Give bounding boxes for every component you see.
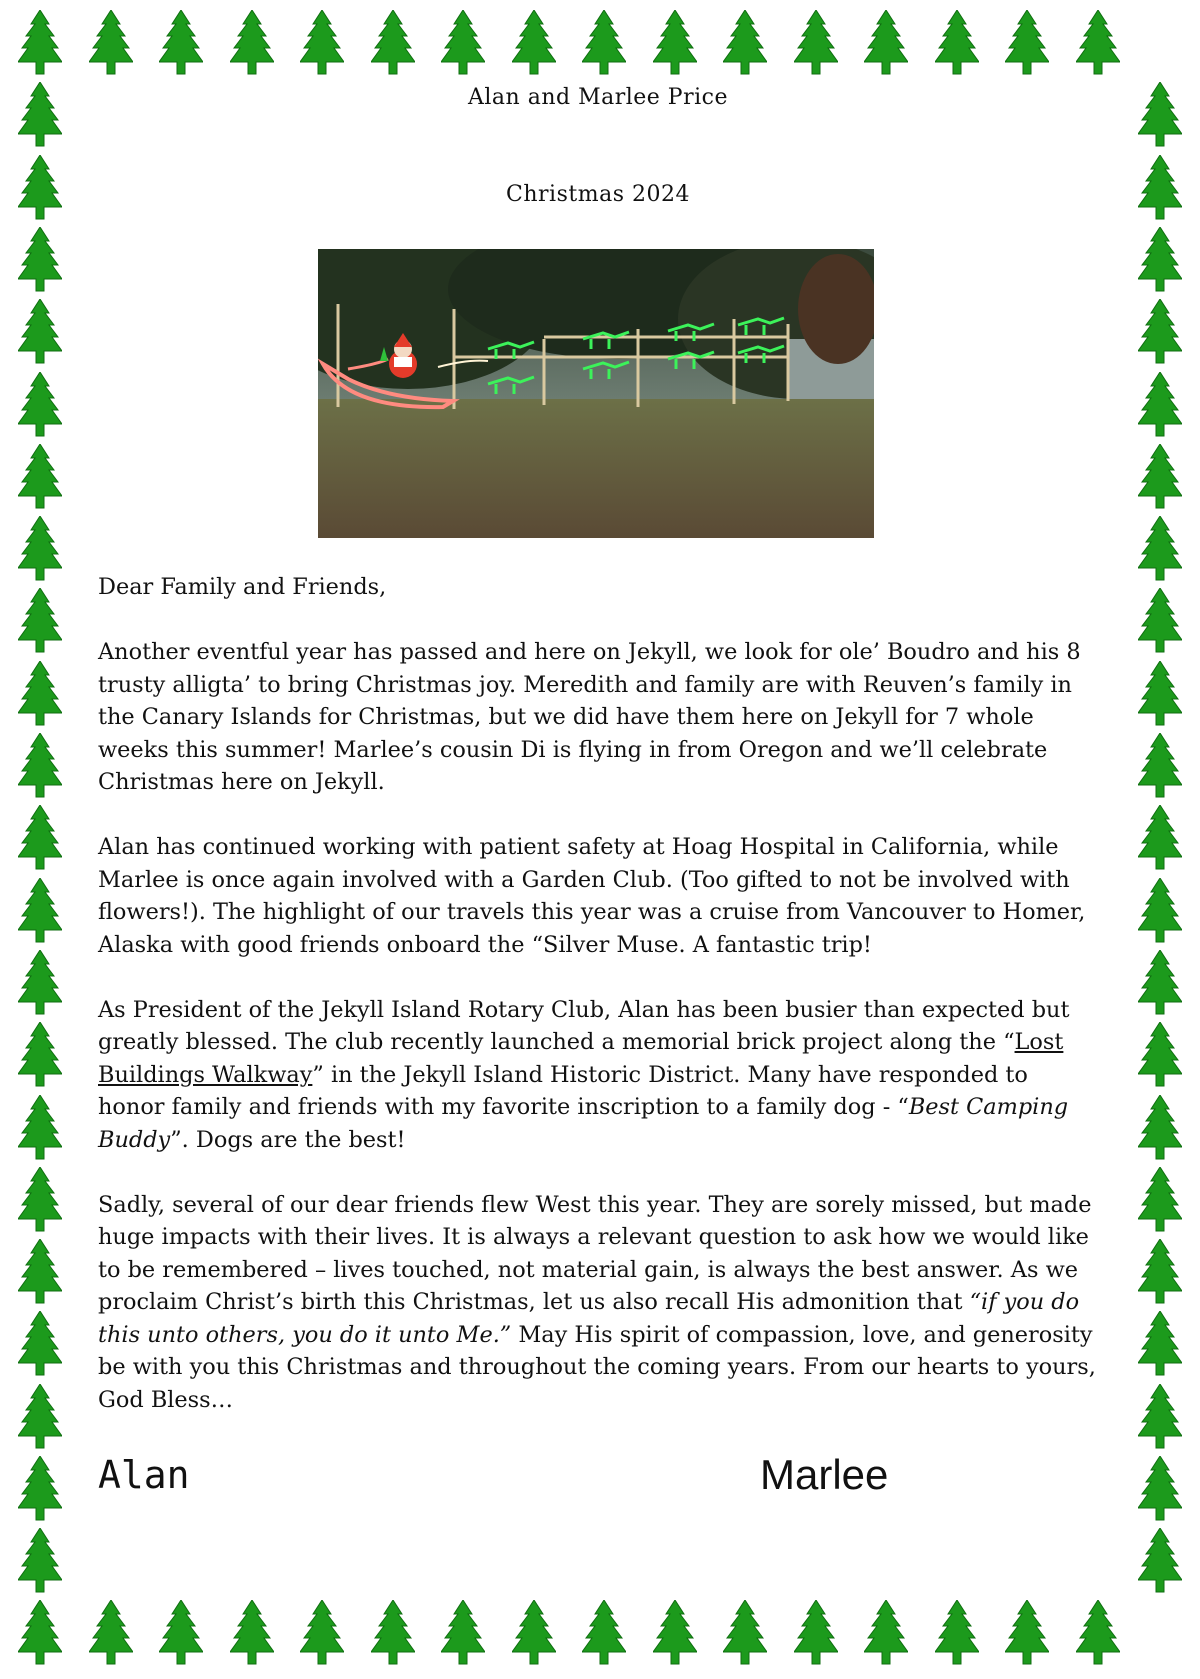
christmas-tree-icon <box>159 1600 203 1668</box>
christmas-tree-icon <box>1138 1311 1182 1379</box>
paragraph-1: Another eventful year has passed and here on Jekyll, we look for ole’ Boudro and his 8 trusty alligta’ to bring Christmas joy. Meredith and family are with Reuven’s family in the Canary Islands for Christmas, but we did have them here on Jekyll for 7 whole weeks this summer! Marlee’s cousin Di is flying in from Oregon and we’ll celebrate Christmas here on Jekyll. <box>98 639 1081 795</box>
christmas-tree-icon <box>1138 1239 1182 1307</box>
christmas-tree-icon <box>723 1600 767 1668</box>
inscription-quote: Best Camping Buddy <box>98 1094 1069 1153</box>
christmas-tree-icon <box>864 1600 908 1668</box>
christmas-tree-icon <box>371 1600 415 1668</box>
letter-title: Christmas 2024 <box>506 182 690 207</box>
christmas-tree-icon <box>18 1456 62 1524</box>
christmas-tree-icon <box>1138 733 1182 801</box>
christmas-tree-icon <box>1138 444 1182 512</box>
christmas-tree-icon <box>18 299 62 367</box>
christmas-tree-icon <box>1138 1456 1182 1524</box>
christmas-tree-icon <box>18 10 62 78</box>
signature-alan: Alan <box>98 1453 190 1497</box>
christmas-tree-icon <box>512 1600 556 1668</box>
christmas-tree-icon <box>1138 1167 1182 1235</box>
christmas-tree-icon <box>18 950 62 1018</box>
christmas-tree-icon <box>1138 82 1182 150</box>
letter-body <box>98 571 1098 1449</box>
christmas-tree-icon <box>18 1095 62 1163</box>
christmas-tree-icon <box>864 10 908 78</box>
christmas-tree-icon <box>18 733 62 801</box>
christmas-tree-icon <box>18 1239 62 1307</box>
christmas-tree-icon <box>18 372 62 440</box>
christmas-tree-icon <box>1138 1095 1182 1163</box>
christmas-tree-icon <box>1138 1022 1182 1090</box>
christmas-tree-icon <box>230 1600 274 1668</box>
christmas-tree-icon <box>18 155 62 223</box>
paragraph-3-part-a: As President of the Jekyll Island Rotary Club, Alan has been busier than expected but greatly blessed. The club recently launched a memorial brick project along the “ <box>98 996 1070 1055</box>
christmas-tree-icon <box>18 1311 62 1379</box>
christmas-tree-icon <box>794 10 838 78</box>
christmas-tree-icon <box>300 1600 344 1668</box>
holiday-lights-photo <box>318 249 874 538</box>
christmas-tree-icon <box>512 10 556 78</box>
christmas-tree-icon <box>230 10 274 78</box>
christmas-tree-icon <box>1076 1600 1120 1668</box>
christmas-tree-icon <box>723 10 767 78</box>
christmas-tree-icon <box>1138 878 1182 946</box>
christmas-tree-icon <box>653 1600 697 1668</box>
greeting: Dear Family and Friends, <box>98 574 387 600</box>
christmas-tree-icon <box>1138 1528 1182 1596</box>
christmas-tree-icon <box>935 1600 979 1668</box>
walkway-name: Lost Buildings Walkway <box>98 1029 1064 1088</box>
paragraph-4-part-b: May His spirit of compassion, love, and generosity be with you this Christmas and throughout the coming years. From our hearts to yours, God Bless… <box>98 1321 1096 1413</box>
paragraph-4 <box>98 1189 1098 1417</box>
christmas-tree-icon <box>1138 155 1182 223</box>
christmas-tree-icon <box>89 1600 133 1668</box>
christmas-tree-icon <box>1138 588 1182 656</box>
paragraph-4-part-a: Sadly, several of our dear friends flew West this year. They are sorely missed, but made huge impacts with their lives. It is always a relevant question to ask how we would like to be remembered – lives touched, not material gain, is always the best answer. As we proclaim Christ’s birth this Christmas, let us also recall His admonition that <box>98 1191 1092 1315</box>
christmas-tree-icon <box>794 1600 838 1668</box>
christmas-tree-icon <box>18 1022 62 1090</box>
signature-marlee: Marlee <box>760 1451 889 1498</box>
christmas-tree-icon <box>18 1384 62 1452</box>
christmas-tree-icon <box>89 10 133 78</box>
paragraph-3-part-c: ”. Dogs are the best! <box>170 1126 406 1153</box>
paragraph-3 <box>98 994 1098 1157</box>
christmas-tree-icon <box>1138 950 1182 1018</box>
christmas-tree-icon <box>935 10 979 78</box>
paragraph-2: Alan has continued working with patient safety at Hoag Hospital in California, while Marlee is once again involved with a Garden Club. (Too gifted to not be involved with flowers!). The highlight of our travels this year was a cruise from Vancouver to Homer, Alaska with good friends onboard the “Silver Muse. A fantastic trip! <box>98 834 1086 958</box>
christmas-tree-icon <box>300 10 344 78</box>
christmas-tree-icon <box>1005 1600 1049 1668</box>
christmas-tree-icon <box>1005 10 1049 78</box>
scripture-quote: “if you do this unto others, you do it unto Me.” <box>98 1289 1080 1348</box>
christmas-tree-icon <box>18 1600 62 1668</box>
christmas-tree-icon <box>18 878 62 946</box>
christmas-tree-icon <box>1138 227 1182 295</box>
christmas-tree-icon <box>18 1167 62 1235</box>
christmas-tree-icon <box>1138 661 1182 729</box>
christmas-tree-icon <box>18 805 62 873</box>
christmas-tree-icon <box>653 10 697 78</box>
christmas-tree-icon <box>371 10 415 78</box>
christmas-tree-icon <box>18 1528 62 1596</box>
christmas-tree-icon <box>18 588 62 656</box>
sender-names: Alan and Marlee Price <box>468 85 728 110</box>
christmas-tree-icon <box>18 82 62 150</box>
christmas-tree-icon <box>1138 1384 1182 1452</box>
christmas-tree-icon <box>1138 805 1182 873</box>
christmas-tree-icon <box>441 10 485 78</box>
christmas-tree-icon <box>18 227 62 295</box>
christmas-tree-icon <box>1138 372 1182 440</box>
christmas-tree-icon <box>18 661 62 729</box>
christmas-tree-icon <box>1076 10 1120 78</box>
christmas-tree-icon <box>1138 299 1182 367</box>
christmas-tree-icon <box>1138 516 1182 584</box>
paragraph-3-part-b: ” in the Jekyll Island Historic District. Many have responded to honor family and friends with my favorite inscription to a family dog - “ <box>98 1061 1028 1120</box>
christmas-tree-icon <box>18 516 62 584</box>
christmas-tree-icon <box>441 1600 485 1668</box>
christmas-tree-icon <box>159 10 203 78</box>
christmas-tree-icon <box>18 444 62 512</box>
christmas-tree-icon <box>582 1600 626 1668</box>
christmas-tree-icon <box>582 10 626 78</box>
